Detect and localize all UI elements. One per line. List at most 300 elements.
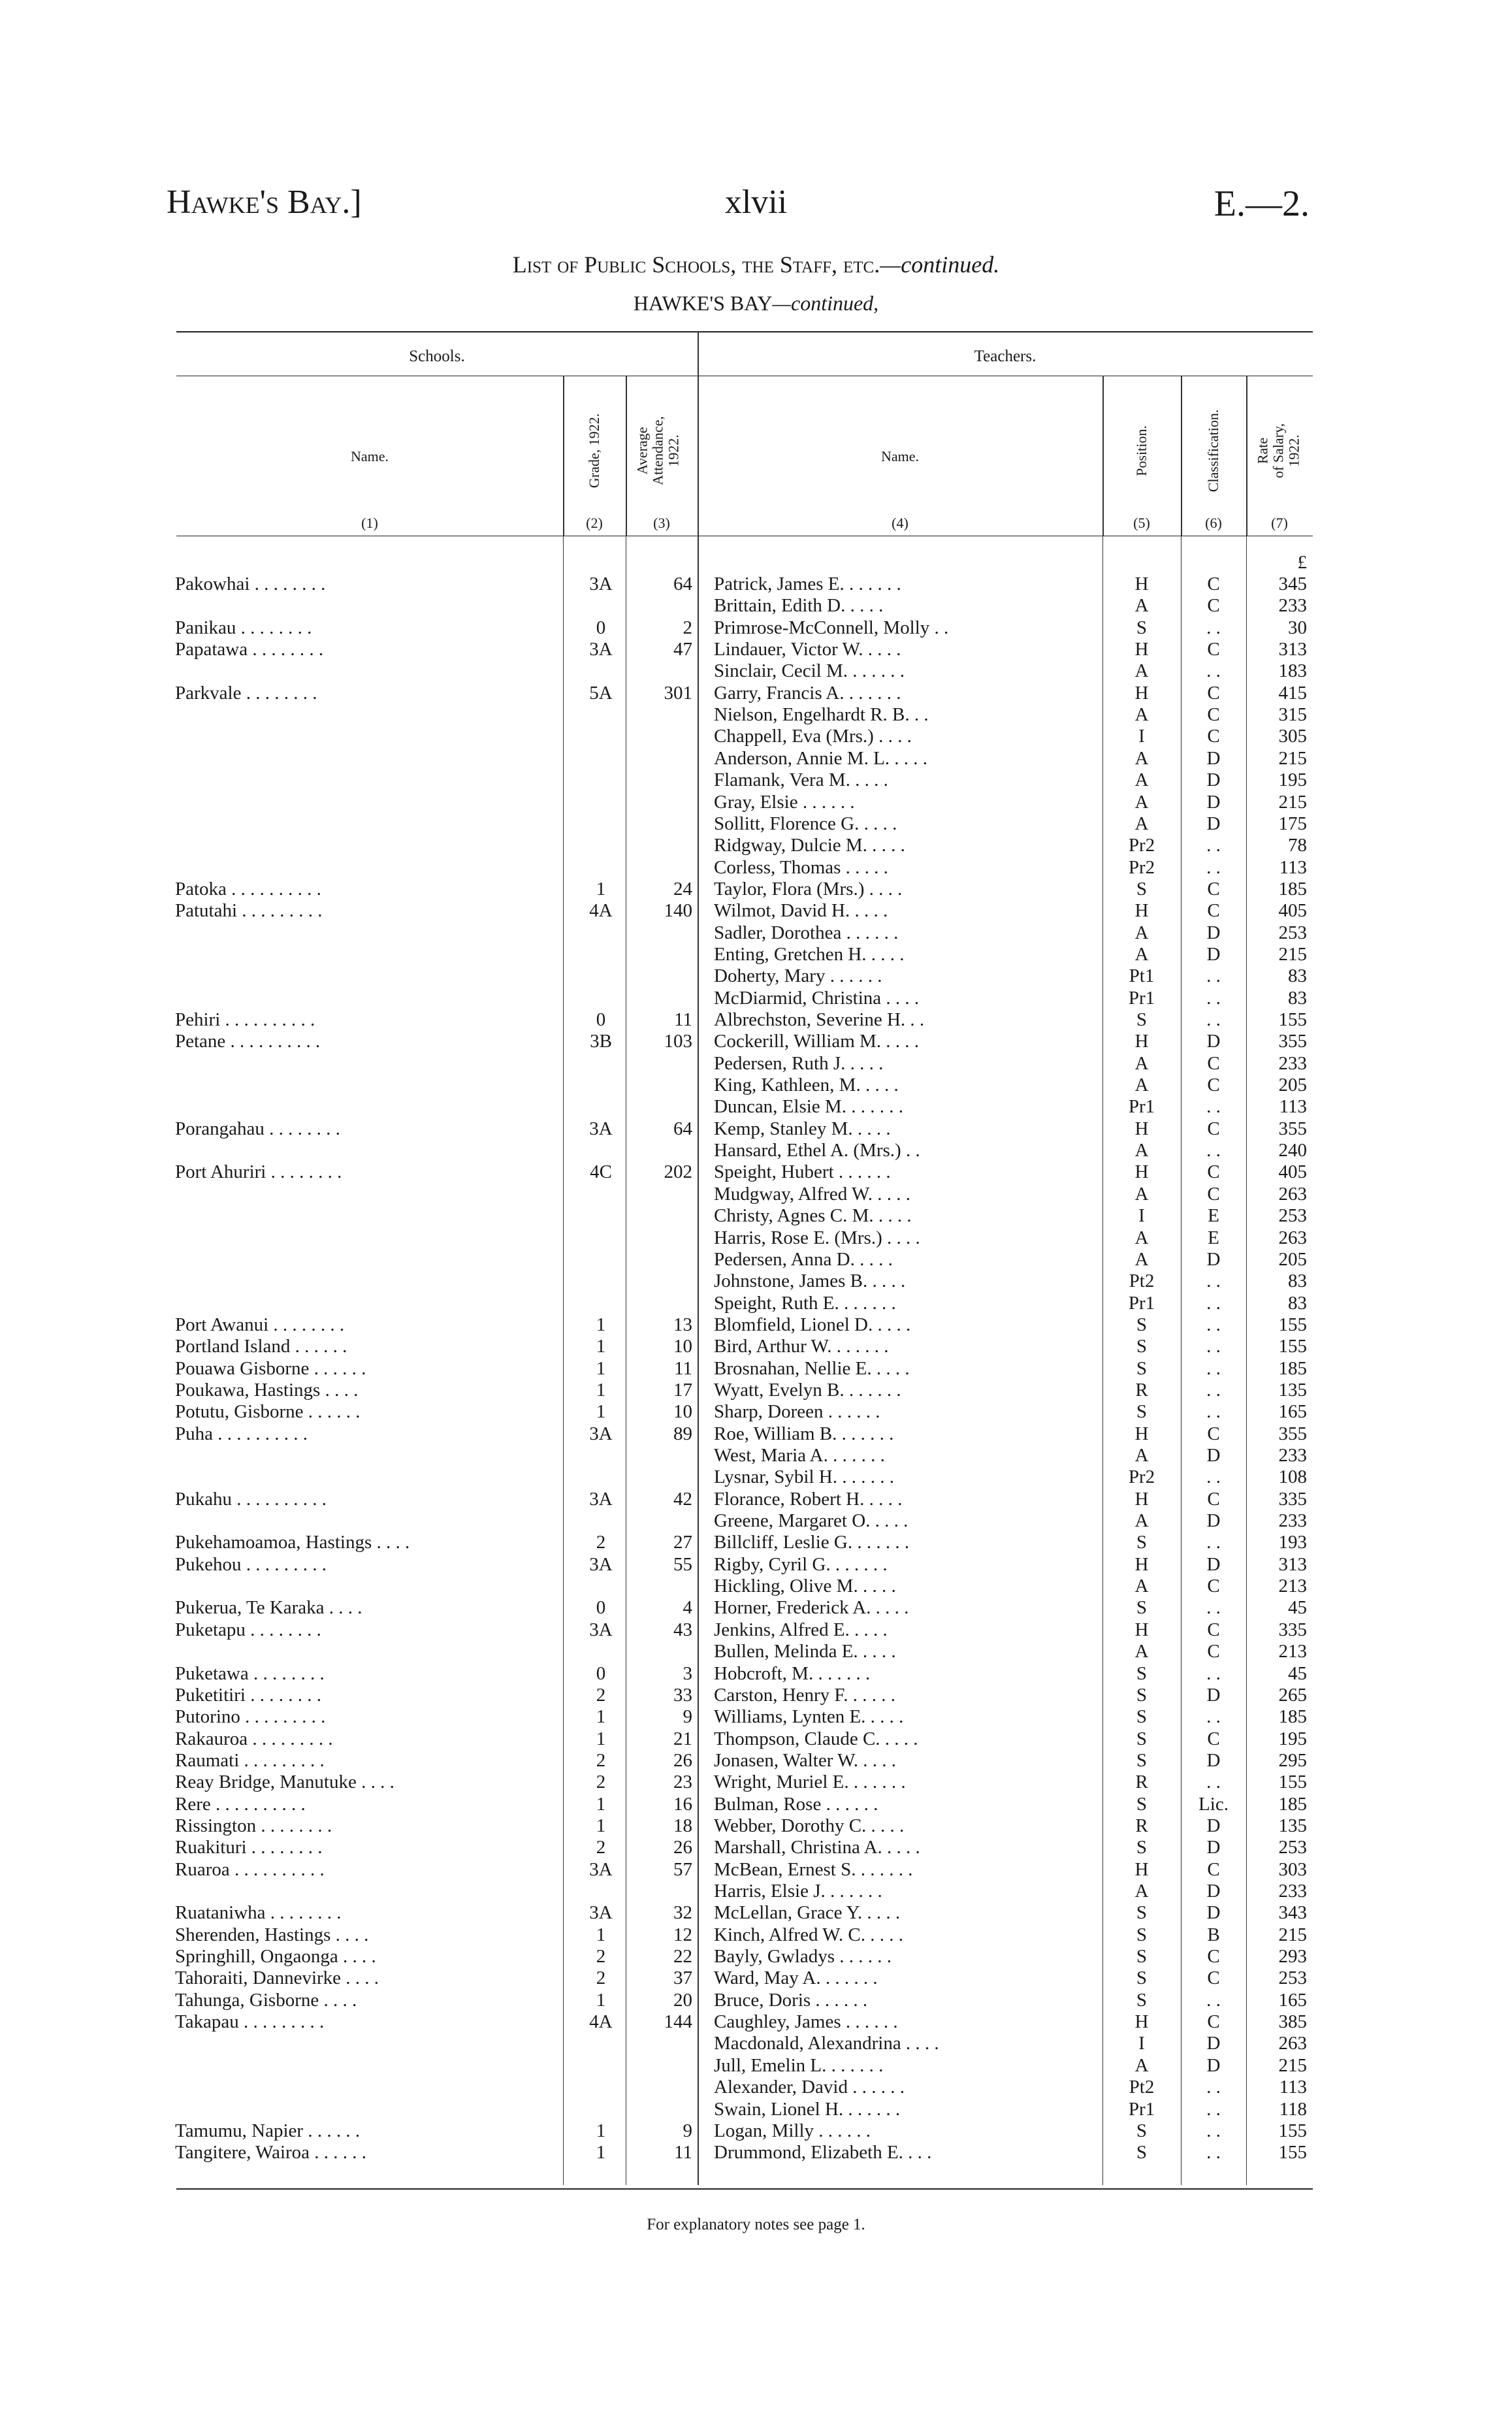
grade: 0 bbox=[596, 1662, 606, 1684]
attendance: 103 bbox=[664, 1031, 692, 1052]
teacher-name: Lysnar, Sybil H. . . . . . . bbox=[714, 1466, 894, 1488]
grade: 1 bbox=[596, 1924, 606, 1945]
teacher-name: Pedersen, Ruth J. . . . . bbox=[714, 1052, 884, 1074]
classification: C bbox=[1207, 1183, 1220, 1205]
teacher-name: Christy, Agnes C. M. . . . . bbox=[714, 1205, 912, 1227]
position: S bbox=[1136, 2142, 1148, 2163]
classification: C bbox=[1207, 595, 1220, 617]
table-row bbox=[0, 857, 1512, 879]
salary: 45 bbox=[1288, 1597, 1307, 1619]
teacher-name: Jonasen, Walter W. . . . . bbox=[714, 1749, 897, 1771]
school-name: Patutahi . . . . . . . . . bbox=[175, 900, 323, 922]
table-row bbox=[0, 792, 1512, 813]
teacher-name: Brittain, Edith D. . . . . bbox=[714, 595, 884, 617]
col-number-1: (1) bbox=[361, 515, 378, 531]
position: I bbox=[1138, 726, 1145, 747]
grade: 5A bbox=[589, 682, 613, 704]
school-name: Poukawa, Hastings . . . . bbox=[175, 1379, 359, 1401]
attendance: 57 bbox=[673, 1858, 692, 1880]
table-row bbox=[0, 1685, 1512, 1706]
position: A bbox=[1134, 1052, 1149, 1074]
position: S bbox=[1136, 1597, 1148, 1619]
attendance: 21 bbox=[673, 1728, 692, 1749]
position: A bbox=[1134, 1445, 1149, 1466]
attendance: 20 bbox=[673, 1989, 692, 2011]
teacher-name: Chappell, Eva (Mrs.) . . . . bbox=[714, 726, 912, 747]
grade: 1 bbox=[596, 1314, 606, 1335]
table-row bbox=[0, 1990, 1512, 2011]
position: S bbox=[1136, 1749, 1148, 1771]
attendance: 11 bbox=[674, 1357, 692, 1379]
salary: 195 bbox=[1278, 770, 1307, 791]
position: Pt2 bbox=[1129, 1271, 1155, 1292]
position: Pt1 bbox=[1129, 965, 1155, 987]
classification: E bbox=[1208, 1227, 1219, 1248]
school-name: Springhill, Ongaonga . . . . bbox=[175, 1946, 376, 1968]
grade: 1 bbox=[596, 2142, 606, 2163]
salary: 215 bbox=[1278, 791, 1307, 813]
classification: C bbox=[1207, 1576, 1220, 1597]
classification: . . bbox=[1206, 1140, 1221, 1161]
classification: D bbox=[1206, 1881, 1221, 1902]
teacher-name: Blomfield, Lionel D. . . . . bbox=[714, 1314, 911, 1335]
position: I bbox=[1138, 2033, 1145, 2054]
attendance: 23 bbox=[673, 1772, 692, 1793]
table-row bbox=[0, 660, 1512, 682]
salary: 315 bbox=[1278, 704, 1307, 726]
teacher-name: Caughley, James . . . . . . bbox=[714, 2011, 898, 2033]
position-heading: Position. bbox=[1133, 425, 1150, 476]
classification: C bbox=[1207, 1052, 1220, 1074]
school-name: Pukerua, Te Karaka . . . . bbox=[175, 1597, 362, 1619]
classification: C bbox=[1207, 682, 1220, 704]
grade: 1 bbox=[596, 1793, 606, 1815]
page-number: xlvii bbox=[724, 184, 788, 221]
classification: D bbox=[1206, 1031, 1221, 1052]
attendance: 9 bbox=[683, 2120, 692, 2141]
table-row bbox=[0, 1249, 1512, 1271]
teacher-name: West, Maria A. . . . . . . bbox=[714, 1445, 885, 1466]
classification: . . bbox=[1206, 1096, 1221, 1118]
salary: 155 bbox=[1278, 1009, 1307, 1030]
classification: C bbox=[1207, 1488, 1220, 1510]
classification: D bbox=[1206, 791, 1221, 813]
position: S bbox=[1136, 878, 1148, 899]
position: A bbox=[1134, 595, 1149, 617]
salary: 335 bbox=[1278, 1619, 1307, 1640]
teacher-name: Carston, Henry F. . . . . . bbox=[714, 1684, 895, 1706]
table-row bbox=[0, 748, 1512, 770]
teacher-name: McBean, Ernest S. . . . . . . bbox=[714, 1858, 913, 1880]
salary: 30 bbox=[1288, 617, 1307, 638]
teacher-name: Anderson, Annie M. L. . . . . bbox=[714, 747, 928, 769]
classification: . . bbox=[1206, 1357, 1221, 1379]
classification: C bbox=[1207, 704, 1220, 726]
grade: 3A bbox=[589, 639, 613, 660]
salary-heading-line1: Rate bbox=[1254, 437, 1271, 464]
position: A bbox=[1134, 1075, 1149, 1096]
salary: 253 bbox=[1278, 1837, 1307, 1858]
classification: C bbox=[1207, 1619, 1220, 1640]
school-name: Puketapu . . . . . . . . bbox=[175, 1619, 321, 1640]
teacher-name: Corless, Thomas . . . . . bbox=[714, 856, 888, 878]
position: S bbox=[1136, 1336, 1148, 1357]
salary: 303 bbox=[1278, 1858, 1307, 1880]
position: S bbox=[1136, 1793, 1148, 1815]
table-row bbox=[0, 922, 1512, 944]
teacher-name: Rigby, Cyril G. . . . . . . bbox=[714, 1553, 888, 1575]
school-name: Portland Island . . . . . . bbox=[175, 1336, 347, 1357]
salary: 205 bbox=[1278, 1248, 1307, 1270]
grade: 3A bbox=[589, 1488, 613, 1510]
salary: 165 bbox=[1278, 1401, 1307, 1423]
attendance: 11 bbox=[674, 1009, 692, 1030]
classification: . . bbox=[1206, 1401, 1221, 1423]
teacher-name: McLellan, Grace Y. . . . . bbox=[714, 1902, 901, 1924]
attendance: 64 bbox=[673, 574, 692, 594]
table-row bbox=[0, 1075, 1512, 1096]
salary: 233 bbox=[1278, 1881, 1307, 1902]
position: H bbox=[1134, 1858, 1149, 1880]
salary: 185 bbox=[1278, 1793, 1307, 1815]
grade: 3A bbox=[589, 1858, 613, 1880]
salary: 355 bbox=[1278, 1423, 1307, 1444]
position: H bbox=[1134, 682, 1149, 704]
grade: 4A bbox=[589, 2011, 613, 2033]
attendance-heading-line1: Average bbox=[634, 427, 651, 475]
teacher-name: King, Kathleen, M. . . . . bbox=[714, 1075, 899, 1096]
table-row bbox=[0, 683, 1512, 704]
teacher-name: Duncan, Elsie M. . . . . . . bbox=[714, 1096, 903, 1118]
salary: 118 bbox=[1279, 2098, 1307, 2120]
salary: 183 bbox=[1278, 660, 1307, 682]
grade: 1 bbox=[596, 1357, 606, 1379]
school-name: Tamumu, Napier . . . . . . bbox=[175, 2120, 361, 2141]
table-row bbox=[0, 1554, 1512, 1576]
table-row bbox=[0, 574, 1512, 595]
teacher-name: Brosnahan, Nellie E. . . . . bbox=[714, 1357, 910, 1379]
salary: 83 bbox=[1288, 1271, 1307, 1292]
table-row bbox=[0, 1314, 1512, 1336]
table-row bbox=[0, 704, 1512, 726]
position: A bbox=[1134, 1641, 1149, 1662]
classification: D bbox=[1206, 1749, 1221, 1771]
classification: C bbox=[1207, 1075, 1220, 1096]
table-row bbox=[0, 1140, 1512, 1161]
classification: . . bbox=[1206, 2098, 1221, 2120]
classification: . . bbox=[1206, 987, 1221, 1009]
table-row bbox=[0, 1205, 1512, 1227]
classification: . . bbox=[1206, 660, 1221, 682]
school-name: Ruaroa . . . . . . . . . . bbox=[175, 1858, 325, 1880]
classification: . . bbox=[1206, 1314, 1221, 1335]
table-row bbox=[0, 1227, 1512, 1249]
table-row bbox=[0, 1881, 1512, 1902]
salary: 253 bbox=[1278, 1968, 1307, 1989]
classification: B bbox=[1207, 1924, 1220, 1945]
table-row bbox=[0, 1576, 1512, 1597]
grade: 0 bbox=[596, 617, 606, 638]
school-name: Porangahau . . . . . . . . bbox=[175, 1118, 340, 1139]
table-row bbox=[0, 1706, 1512, 1728]
salary: 240 bbox=[1278, 1140, 1307, 1161]
classification: E bbox=[1208, 1205, 1219, 1227]
salary: 83 bbox=[1288, 1292, 1307, 1314]
position: S bbox=[1136, 2120, 1148, 2141]
attendance: 16 bbox=[673, 1793, 692, 1815]
salary: 135 bbox=[1278, 1379, 1307, 1401]
grade: 3A bbox=[589, 574, 613, 594]
region-suffix: —continued, bbox=[772, 291, 879, 315]
position: A bbox=[1134, 813, 1149, 834]
classification: D bbox=[1206, 770, 1221, 791]
position: Pr1 bbox=[1128, 1096, 1155, 1118]
table-row bbox=[0, 595, 1512, 617]
teacher-name: Johnstone, James B. . . . . bbox=[714, 1271, 906, 1292]
school-name: Takapau . . . . . . . . . bbox=[175, 2011, 325, 2033]
position: Pr1 bbox=[1128, 987, 1155, 1009]
teacher-name: McDiarmid, Christina . . . . bbox=[714, 987, 920, 1009]
salary: 253 bbox=[1278, 1205, 1307, 1227]
teacher-name: Cockerill, William M. . . . . bbox=[714, 1031, 920, 1052]
attendance: 55 bbox=[673, 1553, 692, 1575]
salary: 195 bbox=[1278, 1728, 1307, 1749]
teacher-name: Harris, Rose E. (Mrs.) . . . . bbox=[714, 1227, 920, 1248]
classification: . . bbox=[1206, 1292, 1221, 1314]
attendance: 10 bbox=[673, 1336, 692, 1357]
position: S bbox=[1136, 1314, 1148, 1335]
classification: D bbox=[1206, 943, 1221, 965]
grade: 1 bbox=[596, 1706, 606, 1728]
table-row bbox=[0, 770, 1512, 791]
classification: C bbox=[1207, 574, 1220, 594]
position: R bbox=[1135, 1815, 1148, 1836]
attendance: 11 bbox=[674, 2142, 692, 2163]
salary: 185 bbox=[1278, 1706, 1307, 1728]
table-row bbox=[0, 1859, 1512, 1881]
attendance: 18 bbox=[673, 1815, 692, 1836]
school-name: Papatawa . . . . . . . . bbox=[175, 639, 324, 660]
teacher-name: Marshall, Christina A. . . . . bbox=[714, 1837, 920, 1858]
attendance: 26 bbox=[673, 1749, 692, 1771]
table-row bbox=[0, 1663, 1512, 1685]
table-row bbox=[0, 2099, 1512, 2120]
salary: 113 bbox=[1279, 2077, 1307, 2098]
table-row bbox=[0, 1641, 1512, 1662]
teacher-name: Lindauer, Victor W. . . . . bbox=[714, 639, 901, 660]
position: H bbox=[1134, 1553, 1149, 1575]
teacher-name: Bayly, Gwladys . . . . . . bbox=[714, 1946, 892, 1968]
teacher-name: Billcliff, Leslie G. . . . . . . bbox=[714, 1532, 910, 1553]
classification: . . bbox=[1206, 1989, 1221, 2011]
classification: D bbox=[1206, 813, 1221, 834]
col-number-5: (5) bbox=[1133, 515, 1150, 531]
position: Pr2 bbox=[1128, 856, 1155, 878]
salary: 405 bbox=[1278, 900, 1307, 922]
footnote: For explanatory notes see page 1. bbox=[647, 2216, 865, 2233]
teacher-name: Bruce, Doris . . . . . . bbox=[714, 1989, 868, 2011]
col-number-2: (2) bbox=[586, 515, 603, 531]
position: A bbox=[1134, 704, 1149, 726]
position: Pr1 bbox=[1128, 1292, 1155, 1314]
position: A bbox=[1134, 660, 1149, 682]
classification: . . bbox=[1206, 1532, 1221, 1553]
table-row bbox=[0, 639, 1512, 660]
grade: 2 bbox=[596, 1749, 606, 1771]
position: H bbox=[1134, 1619, 1149, 1640]
classification: . . bbox=[1206, 835, 1221, 856]
classification: . . bbox=[1206, 1336, 1221, 1357]
position: S bbox=[1136, 1902, 1148, 1924]
grade: 2 bbox=[596, 1968, 606, 1989]
position: A bbox=[1134, 1510, 1149, 1532]
grade: 2 bbox=[596, 1837, 606, 1858]
attendance: 140 bbox=[664, 900, 692, 922]
classification: D bbox=[1206, 1837, 1221, 1858]
school-name: Panikau . . . . . . . . bbox=[175, 617, 312, 638]
teacher-name: Sollitt, Florence G. . . . . bbox=[714, 813, 897, 834]
attendance: 27 bbox=[673, 1532, 692, 1553]
school-name: Raumati . . . . . . . . . bbox=[175, 1749, 325, 1771]
school-name: Pukehou . . . . . . . . . bbox=[175, 1553, 327, 1575]
salary: 108 bbox=[1278, 1466, 1307, 1488]
table-row bbox=[0, 900, 1512, 922]
position: H bbox=[1134, 2011, 1149, 2033]
teacher-name: Speight, Hubert . . . . . . bbox=[714, 1161, 891, 1183]
table-row bbox=[0, 2077, 1512, 2098]
salary: 263 bbox=[1278, 1227, 1307, 1248]
salary: 253 bbox=[1278, 922, 1307, 943]
school-name: Petane . . . . . . . . . . bbox=[175, 1031, 321, 1052]
position: A bbox=[1134, 1183, 1149, 1205]
table-row bbox=[0, 1423, 1512, 1445]
salary: 233 bbox=[1278, 595, 1307, 617]
position: H bbox=[1134, 1161, 1149, 1183]
salary: 385 bbox=[1278, 2011, 1307, 2033]
table-row bbox=[0, 1466, 1512, 1488]
position: Pr1 bbox=[1128, 2098, 1155, 2120]
table-row bbox=[0, 1968, 1512, 1989]
school-name: Ruataniwha . . . . . . . . bbox=[175, 1902, 342, 1924]
attendance: 10 bbox=[673, 1401, 692, 1423]
grade: 2 bbox=[596, 1946, 606, 1968]
grade: 3A bbox=[589, 1423, 613, 1444]
classification: C bbox=[1207, 726, 1220, 747]
teacher-name-heading: Name. bbox=[880, 448, 920, 464]
salary: 205 bbox=[1278, 1075, 1307, 1096]
teacher-name: Speight, Ruth E. . . . . . . bbox=[714, 1292, 896, 1314]
salary: 233 bbox=[1278, 1052, 1307, 1074]
teacher-name: Wilmot, David H. . . . . bbox=[714, 900, 888, 922]
school-name: Tahoraiti, Dannevirke . . . . bbox=[175, 1968, 379, 1989]
table-row bbox=[0, 726, 1512, 747]
salary: 78 bbox=[1288, 835, 1307, 856]
position: S bbox=[1136, 1728, 1148, 1749]
salary: 83 bbox=[1288, 987, 1307, 1009]
classification: C bbox=[1207, 878, 1220, 899]
salary: 155 bbox=[1278, 1336, 1307, 1357]
grade: 3A bbox=[589, 1619, 613, 1640]
salary: 343 bbox=[1278, 1902, 1307, 1924]
grade: 1 bbox=[596, 1728, 606, 1749]
position: A bbox=[1134, 922, 1149, 943]
salary: 155 bbox=[1278, 1314, 1307, 1335]
classification: C bbox=[1207, 1423, 1220, 1444]
col-number-4: (4) bbox=[892, 515, 909, 531]
teacher-name: Harris, Elsie J. . . . . . . bbox=[714, 1881, 882, 1902]
teacher-name: Enting, Gretchen H. . . . . bbox=[714, 943, 905, 965]
teacher-name: Taylor, Flora (Mrs.) . . . . bbox=[714, 878, 903, 899]
attendance: 37 bbox=[673, 1968, 692, 1989]
teacher-name: Hickling, Olive M. . . . . bbox=[714, 1576, 896, 1597]
teacher-name: Kemp, Stanley M. . . . . bbox=[714, 1118, 891, 1139]
grade: 0 bbox=[596, 1597, 606, 1619]
school-name: Puha . . . . . . . . . . bbox=[175, 1423, 308, 1444]
attendance: 4 bbox=[683, 1597, 692, 1619]
teacher-name: Wyatt, Evelyn B. . . . . . . bbox=[714, 1379, 901, 1401]
teacher-name: Bird, Arthur W. . . . . . . bbox=[714, 1336, 889, 1357]
col-number-6: (6) bbox=[1205, 515, 1222, 531]
salary: 215 bbox=[1278, 1924, 1307, 1945]
school-name: Tahunga, Gisborne . . . . bbox=[175, 1989, 357, 2011]
school-name: Putorino . . . . . . . . . bbox=[175, 1706, 326, 1728]
position: S bbox=[1136, 1968, 1148, 1989]
salary-heading-line3: 1922. bbox=[1286, 434, 1303, 467]
teacher-name: Hobcroft, M. . . . . . . bbox=[714, 1662, 871, 1684]
table-row bbox=[0, 1772, 1512, 1793]
position: I bbox=[1138, 1205, 1145, 1227]
classification: D bbox=[1206, 2054, 1221, 2076]
table-row bbox=[0, 835, 1512, 856]
salary: 335 bbox=[1278, 1488, 1307, 1510]
salary: 113 bbox=[1279, 856, 1307, 878]
teacher-name: Hansard, Ethel A. (Mrs.) . . bbox=[714, 1140, 920, 1161]
position: S bbox=[1136, 617, 1148, 638]
table-row bbox=[0, 1184, 1512, 1205]
table-row bbox=[0, 617, 1512, 639]
classification: C bbox=[1207, 1118, 1220, 1139]
classification: D bbox=[1206, 922, 1221, 943]
salary: 355 bbox=[1278, 1031, 1307, 1052]
classification: . . bbox=[1206, 856, 1221, 878]
salary: 185 bbox=[1278, 878, 1307, 899]
salary: 155 bbox=[1278, 2142, 1307, 2163]
table-row bbox=[0, 1750, 1512, 1772]
table-row bbox=[0, 1837, 1512, 1858]
school-name: Port Ahuriri . . . . . . . . bbox=[175, 1161, 342, 1183]
position: H bbox=[1134, 1031, 1149, 1052]
position: A bbox=[1134, 1576, 1149, 1597]
salary: 193 bbox=[1278, 1532, 1307, 1553]
table-row bbox=[0, 965, 1512, 987]
attendance: 2 bbox=[683, 617, 692, 638]
position: S bbox=[1136, 1009, 1148, 1030]
classification: Lic. bbox=[1198, 1793, 1229, 1815]
table-row bbox=[0, 1031, 1512, 1052]
teachers-group-heading: Teachers. bbox=[974, 348, 1037, 365]
school-name: Port Awanui . . . . . . . . bbox=[175, 1314, 345, 1335]
classification: C bbox=[1207, 1728, 1220, 1749]
salary: 233 bbox=[1278, 1510, 1307, 1532]
position: S bbox=[1136, 1662, 1148, 1684]
teacher-name: Gray, Elsie . . . . . . bbox=[714, 791, 855, 813]
attendance: 24 bbox=[673, 878, 692, 899]
teacher-name: Macdonald, Alexandrina . . . . bbox=[714, 2033, 939, 2054]
grade: 2 bbox=[596, 1684, 606, 1706]
attendance-heading-line2: Attendance, bbox=[649, 416, 666, 485]
classification: . . bbox=[1206, 1706, 1221, 1728]
attendance: 33 bbox=[673, 1684, 692, 1706]
